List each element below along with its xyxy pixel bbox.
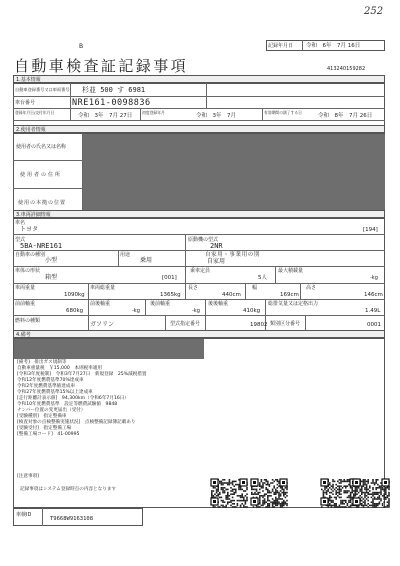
type-number-value: 19802 <box>250 322 268 328</box>
length-label: 長さ <box>188 285 199 291</box>
front-axle-label: 前前軸重 <box>15 301 36 307</box>
vehicle-weight-value: 1090kg <box>64 292 85 298</box>
displacement-value: 1.49L <box>365 308 381 314</box>
inspection-id-value: T9668W9163108 <box>50 516 94 522</box>
model-value: 5BA-NRE161 <box>20 242 63 250</box>
body-shape-value: 箱型 <box>45 274 58 281</box>
front-axle-value: 680kg <box>66 308 84 314</box>
remark-line: 令和10年度燃費基準 設定等燃費試験値 9848 <box>17 402 118 407</box>
remark-line: 令和2年度燃費基準値達成車 <box>17 384 76 389</box>
business-value: 自家用 <box>207 258 226 265</box>
registration-date-value: 令和 3年 7月 27日 <box>78 113 133 119</box>
body-shape-label: 車体の形状 <box>15 268 41 274</box>
displacement-label: 総排気量又は定格出力 <box>268 301 319 307</box>
issue-date-label: 記録年月日 <box>268 43 294 49</box>
remark-line: [備考] 排出ガス規制等 <box>17 360 67 365</box>
remark-line: [検査対象の点検整備実施状況] 点検整備記録簿記載あり <box>17 420 136 425</box>
use-value: 乗用 <box>140 257 153 264</box>
engine-value: 2NR <box>210 242 223 250</box>
first-registration-label: 初度登録年月 <box>142 110 165 115</box>
remark-line: 自動車重量税 ￥15,000 本則税率適用 <box>17 366 102 371</box>
user-address-label: 使用者の住所 <box>20 172 63 178</box>
reg-number-value: 杉並 500 す 6981 <box>82 86 146 94</box>
base-location-label: 使用の本拠の位置 <box>18 200 67 206</box>
rear-rear-axle-label: 後後軸重 <box>208 301 229 307</box>
redacted-user-info <box>83 134 385 217</box>
type-number-label: 型式指定番号 <box>170 321 201 327</box>
maker-code: [194] <box>363 227 378 233</box>
notice-text: 記録事項はシステム登録時点の内容となります <box>20 487 117 492</box>
remark-line: [受験受付] 指定整備工場 <box>17 426 72 431</box>
body-shape-code: [001] <box>162 275 177 281</box>
remark-line: [整備工場コード] 41-00995 <box>17 432 80 437</box>
front-rear-axle-value: -kg <box>132 308 140 314</box>
width-value: 169cm <box>280 292 299 298</box>
expiry-date-value: 令和 8年 7月 26日 <box>318 113 373 119</box>
page-title: 自動車検査証記録事項 <box>14 57 189 75</box>
first-registration-value: 令和 3年 7月 <box>196 113 236 119</box>
redacted-remarks-top <box>14 339 204 359</box>
user-name-label: 使用者の氏名又は名称 <box>16 144 67 150</box>
length-value: 440cm <box>222 292 241 298</box>
section-basic-info-heading: 1.基本情報 <box>13 75 385 83</box>
class-number-label: 類別区分番号 <box>270 321 301 327</box>
section-remarks-heading: 4.備考 <box>13 330 385 338</box>
remark-line: [走行距離計表示値] 94,300km（令和6年7月16日） <box>17 396 129 401</box>
capacity-value: 5人 <box>258 275 267 281</box>
rear-front-axle-label: 後前軸重 <box>150 301 171 307</box>
class-number-value: 0001 <box>367 322 381 328</box>
handwritten-page-number: 252 <box>364 6 384 17</box>
max-load-value: -kg <box>370 275 378 281</box>
max-load-label: 最大積載量 <box>278 268 304 274</box>
maker-value: トヨタ <box>20 226 39 233</box>
registration-date-label: 登録年月日/交付年月日 <box>15 110 55 115</box>
business-label: 自家用・事業用の別 <box>205 252 260 258</box>
remark-line: [令和3年度税制] 令和3年7月27日 新規登録 25%減税措置 <box>17 372 147 377</box>
issue-date-value: 令和 6年 7月 16日 <box>306 43 361 49</box>
capacity-label: 乗車定員 <box>190 268 211 274</box>
inspection-id-label: 車検ID <box>16 512 32 518</box>
remark-line: ナンバー位置の変更届出（受付） <box>17 408 86 413</box>
remark-line: 令和12年度燃費基準70%達成車 <box>17 378 84 383</box>
fuel-type-label: 燃料の種類 <box>15 318 41 324</box>
remark-line: [受験種別] 指定整備車 <box>17 414 67 419</box>
model-label: 型式 <box>15 237 26 243</box>
use-label: 用途 <box>120 252 131 258</box>
engine-label: 原動機の型式 <box>188 237 219 243</box>
qr-code-icon <box>250 478 288 508</box>
front-rear-axle-label: 前後軸重 <box>90 301 111 307</box>
height-label: 高さ <box>306 285 317 291</box>
height-value: 146cm <box>364 292 383 298</box>
width-label: 幅 <box>252 285 258 291</box>
remark-line: 令和27年度燃費基準15%以上達成車 <box>17 390 93 395</box>
notice-label: [注意事項] <box>17 474 39 479</box>
reg-number-label: 自動車登録番号又は車両番号 <box>15 87 70 92</box>
chassis-value: NRE161-0098836 <box>72 98 151 108</box>
vehicle-kind-label: 自動車の種別 <box>15 252 46 258</box>
header-small-letter: B <box>79 43 84 50</box>
remarks-list <box>17 360 146 438</box>
qr-code-icon <box>210 478 248 508</box>
gross-weight-value: 1365kg <box>160 292 181 298</box>
rear-front-axle-value: -kg <box>192 308 200 314</box>
expiry-date-label: 有効期間の満了する日 <box>264 110 302 115</box>
maker-label: 車名 <box>15 220 26 226</box>
document-number: 413240159282 <box>327 66 366 72</box>
chassis-label: 車台番号 <box>15 100 36 106</box>
section-user-info-heading: 2.使用者情報 <box>13 125 385 133</box>
vehicle-weight-label: 車両重量 <box>15 285 36 291</box>
rear-rear-axle-value: 410kg <box>243 308 261 314</box>
fuel-type-value: ガソリン <box>90 321 115 328</box>
qr-code-icon <box>352 478 390 508</box>
gross-weight-label: 車両総重量 <box>90 285 116 291</box>
section-vehicle-details-heading: 3.車両詳細情報 <box>13 210 385 218</box>
vehicle-kind-value: 小型 <box>45 257 58 264</box>
